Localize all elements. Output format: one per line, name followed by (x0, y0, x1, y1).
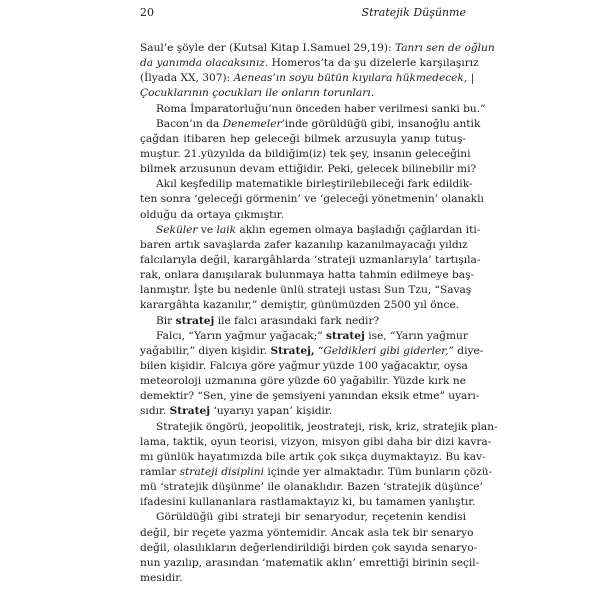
page-number: 20 (140, 6, 154, 19)
paragraph (140, 102, 486, 117)
text-line: ramlar strateji disiplini içinde yer almaktadır. Tüm bunların çözü- (140, 465, 493, 478)
text-line: (İlyada XX, 307): Aeneas’ın soyu bütün kıyılara hükmedecek, | (140, 72, 475, 85)
text-line: Roma İmparatorluğu’nun önceden haber verilmesi sanki bu.” (156, 102, 486, 115)
text-line: değil, bir reçete yazma yöntemidir. Ancak asla tek bir senaryo (140, 526, 474, 539)
italic-text: Aeneas’ın soyu bütün kıyılara hükmedecek, | (233, 72, 475, 85)
paragraph (140, 329, 484, 420)
text-line: mı günlük hayatımızda bile artık çok sıkça duymaktayız. Bu kav- (140, 450, 486, 463)
text-line: değil, olasılıkların değerlendirildiği birden çok sayıda senaryo- (140, 541, 478, 554)
text-line: Görüldüğü gibi strateji bir senaryodur, reçetenin kendisi (156, 511, 466, 524)
text-line: falcılarıyla değil, karargâhlarda ‘strateji uzmanlarıyla’ tartışıla- (140, 253, 481, 266)
italic-text: Seküler (156, 223, 198, 236)
text-line: meteoroloji uzmanına göre yüzde 60 yağabilir. Yüzde kırk ne (140, 375, 466, 388)
text-line: yağabilir,” diyen kişidir. Stratej, “Geldikleri gibi giderler,” diye- (140, 344, 484, 357)
text-line: Stratejik öngörü, jeopolitik, jeostrateji, risk, kriz, stratejik plan- (156, 420, 498, 433)
text-line: mü ‘stratejik düşünme’ ile olanaklıdır. Bazen ‘stratejik düşünce’ (140, 481, 483, 494)
bold-term: Stratej (169, 405, 211, 418)
text-line: Bir stratej ile falcı arasındaki fark nedir? (156, 314, 380, 327)
text-line: Akıl keşfedilip matematikle birleştirilebileceği fark edildik- (156, 178, 473, 191)
text-line: rak, onlara danışılarak bulunmaya hatta tahmin edilmeye baş- (140, 269, 475, 282)
italic-text: Tanrı sen de oğlun (394, 42, 495, 54)
paragraph (140, 41, 495, 102)
text-line: baren artık savaşlarda zafer kazanılıp kazanılmayacağı yıldız (140, 238, 468, 251)
body-text (140, 41, 498, 586)
text-line: muştur. 21.yüzyılda da bildiğim(iz) tek şey, insanın geleceğini (140, 147, 471, 160)
text-line: çağdan itibaren hep geleceği bilmek arzusuyla yanıp tutuş- (140, 132, 466, 145)
paragraph (140, 117, 481, 178)
text-line: mesidir. (140, 571, 183, 584)
text-line: Saul’e şöyle der (Kutsal Kitap I.Samuel 29,19): Tanrı sen de oğlun (140, 42, 495, 54)
text-line: da yanımda olacaksınız. Homeros’ta da şu dizelerle karşılaşırız (140, 57, 479, 70)
text-line: Falcı, “Yarın yağmur yağacak;” stratej ise, “Yarın yağmur (156, 329, 468, 342)
italic-text: Çocuklarının çocukları ile onların torunları. (140, 87, 375, 100)
italic-text: da yanımda olacaksınız. (140, 57, 269, 70)
text-line: lanmıştır. İşte bu nedenle ünlü strateji ustası Sun Tzu, “Savaş (140, 284, 472, 297)
italic-text: laik (216, 223, 237, 236)
text-line: ifadesini kullananlara rastlamaktayız ki, bu tamamen yanlıştır. (140, 496, 476, 509)
paragraph (140, 177, 484, 222)
text-line: Bacon’ın da Denemeler’inde görüldüğü gibi, insanoğlu antik (156, 117, 481, 130)
italic-text: “Geldikleri gibi giderler,” (317, 344, 454, 357)
text-line (140, 86, 466, 101)
text-line: bilen kişidir. Falcıya göre yağmur yüzde 100 yağacaktır, oysa (140, 359, 468, 372)
paragraph (140, 314, 466, 329)
bold-term: stratej (326, 329, 365, 342)
running-title: Stratejik Düşünme (361, 6, 466, 19)
text-line: demektir? “Sen, yine de şemsiyeni yanından eksik etme” uyarı- (140, 390, 480, 403)
text-line: nun yazılıp, arasından ‘matematik aklın’ emrettiği birinin seçil- (140, 556, 480, 569)
text-line: ten sonra ‘geleceği görmenin’ ve ‘geleceği yönetmenin’ olanaklı (140, 193, 484, 206)
italic-text: strateji disiplini (179, 465, 264, 478)
bold-term: stratej (175, 314, 215, 327)
paragraph (140, 420, 498, 511)
text-line: sıdır. Stratej ‘uyarıyı yapan’ kişidir. (140, 405, 333, 418)
paragraph (140, 223, 481, 314)
text-line: lama, taktik, oyun teorisi, vizyon, misyon gibi daha bir dizi kavra- (140, 435, 492, 448)
paragraph (140, 510, 480, 586)
text-line: Seküler ve laik aklın egemen olmaya başladığı çağlardan iti- (156, 223, 481, 236)
text-line: karargâhta kazanılır,” demiştir, günümüzden 2500 yıl önce. (140, 299, 460, 312)
page-header (140, 6, 466, 22)
bold-term: Stratej, (270, 344, 315, 357)
italic-text: Denemeler’ (222, 117, 285, 130)
text-line: bilmek arzusunun devam ettiğidir. Peki, gelecek bilinebilir mi? (140, 163, 477, 176)
text-line: olduğu da ortaya çıkmıştır. (140, 208, 285, 221)
